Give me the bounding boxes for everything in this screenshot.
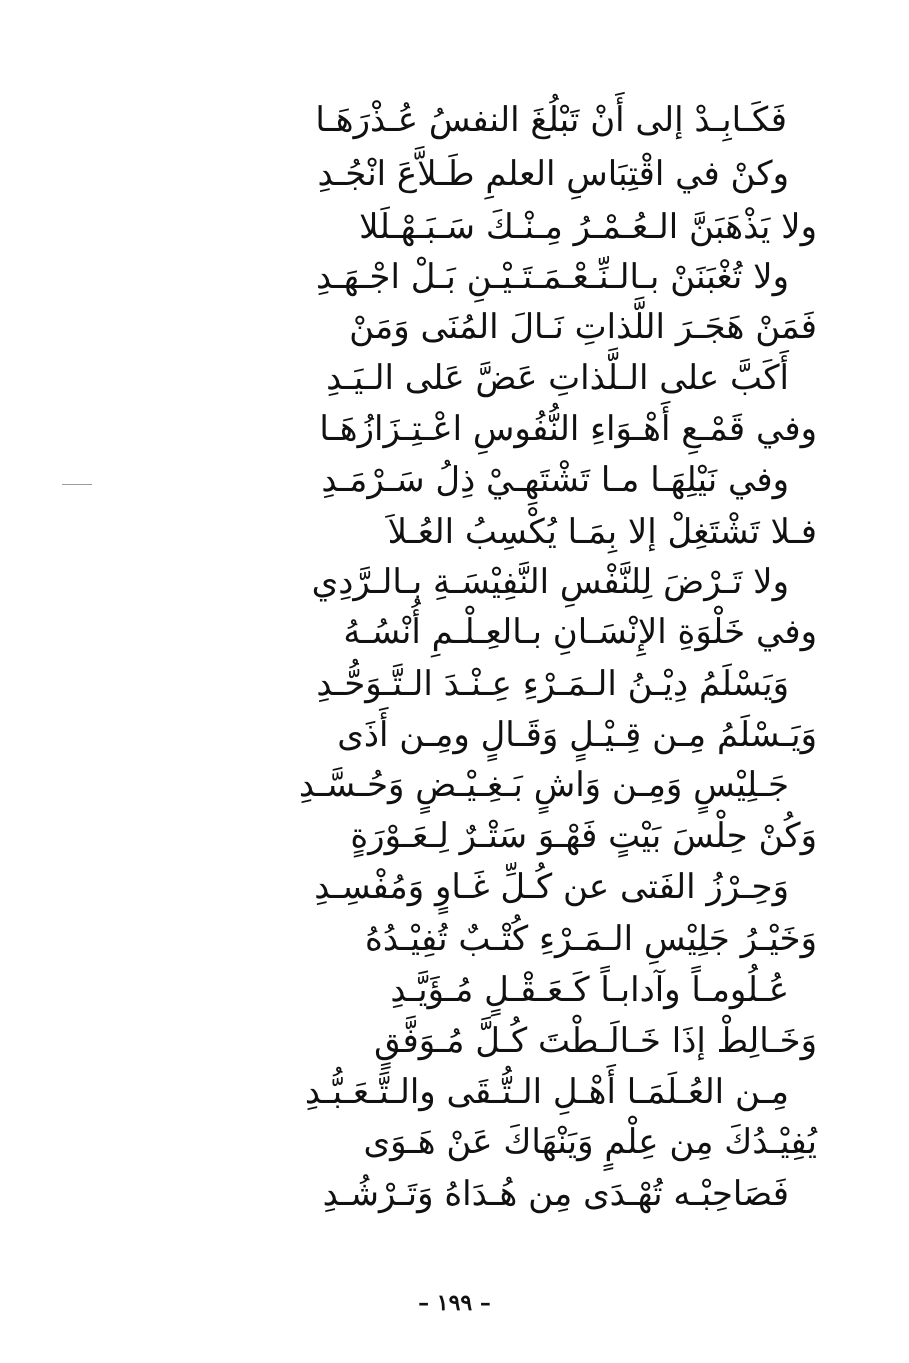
verse-line: يُفِيْـدُكَ مِن عِلْمٍ وَيَنْهَاكَ عَنْ هَـوَى (363, 1122, 817, 1162)
verse-line: وَيَسْلَمُ دِيْـنُ الـمَـرْءِ عِـنْـدَ الـتَّـوَحُّـدِ (316, 664, 789, 704)
margin-mark (62, 484, 92, 485)
verse-line: وفي خَلْوَةِ الإِنْسَـانِ بـالعِـلْـمِ أُنْسُـهُ (343, 612, 817, 652)
verse-line: فَمَنْ هَجَـرَ اللَّذاتِ نَـالَ المُنَى وَمَنْ (349, 307, 817, 347)
verse-line: وفي نَيْلِهَـا مـا تَشْتَهِـيْ ذِلُ سَـرْمَـدِ (321, 460, 789, 500)
verse-line: ولا تُغْبَنَنْ بـالـنِّـعْـمَـتَـيْـنِ بَـلْ اجْـهَـدِ (315, 257, 789, 297)
verse-line: وَكُنْ حِلْسَ بَيْتٍ فَهْـوَ سَتْـرٌ لِـعَـوْرَةٍ (350, 816, 817, 856)
page-number: – ١٩٩ – (418, 1290, 491, 1316)
verse-line: وكنْ في اقْتِبَاسِ العلمِ طَـلاَّعَ انْجُـدِ (317, 154, 789, 194)
verse-line: وَحِـرْزُ الفَتى عن كُـلِّ غَـاوٍ وَمُفْسِـدِ (314, 867, 789, 907)
verse-line: عُـلُومـاً وآدابـاً كَـعَـقْـلٍ مُـؤَيَّـدِ (390, 970, 789, 1010)
verse-line: جَـلِيْسٍ وَمِـن وَاشٍ بَـغِـيْـضٍ وَحُـسَّـدِ (298, 765, 789, 805)
verse-line: أَكَبَّ على الـلَّذاتِ عَضَّ عَلى الـيَـدِ (326, 358, 789, 398)
verse-line: فَصَاحِبْـه تُهْـدَى مِن هُـدَاهُ وَتَـرْشُـدِ (322, 1174, 789, 1214)
verse-line: مِـن العُـلَمَـا أَهْـلِ الـتُّـقَى والـتَّـعَـبُّـدِ (304, 1072, 789, 1112)
verse-line: وفي قَمْـعِ أَهْـوَاءِ النُّفُوسِ اعْـتِـزَازُهَـا (319, 409, 817, 449)
verse-line: فَكَـابِـدْ إلى أَنْ تَبْلُغَ النفسُ عُـذْرَهَـا (315, 100, 787, 140)
verse-line: وَخَـالِطْ إذَا خَـالَـطْتَ كُـلَّ مُـوَفَّقٍ (374, 1021, 817, 1061)
verse-line: وَخَيْـرُ جَلِيْسِ الـمَـرْءِ كُتْـبٌ تُفِيْـدُهُ (365, 919, 817, 959)
verse-line: ولا يَذْهَبَنَّ الـعُـمْـرُ مِـنْـكَ سَـبَـهْـلَلا (359, 207, 817, 247)
verse-line: ولا تَـرْضَ لِلنَّفْسِ النَّفِيْسَـةِ بـالـرَّدِي (311, 562, 789, 602)
verse-line: وَيَـسْلَمُ مِـن قِـيْـلٍ وَقَـالٍ ومِـن أَذَى (337, 715, 817, 755)
verse-line: فـلا تَشْتَغِلْ إلا بِمَـا يُكْسِبُ العُـلاَ (387, 512, 817, 552)
